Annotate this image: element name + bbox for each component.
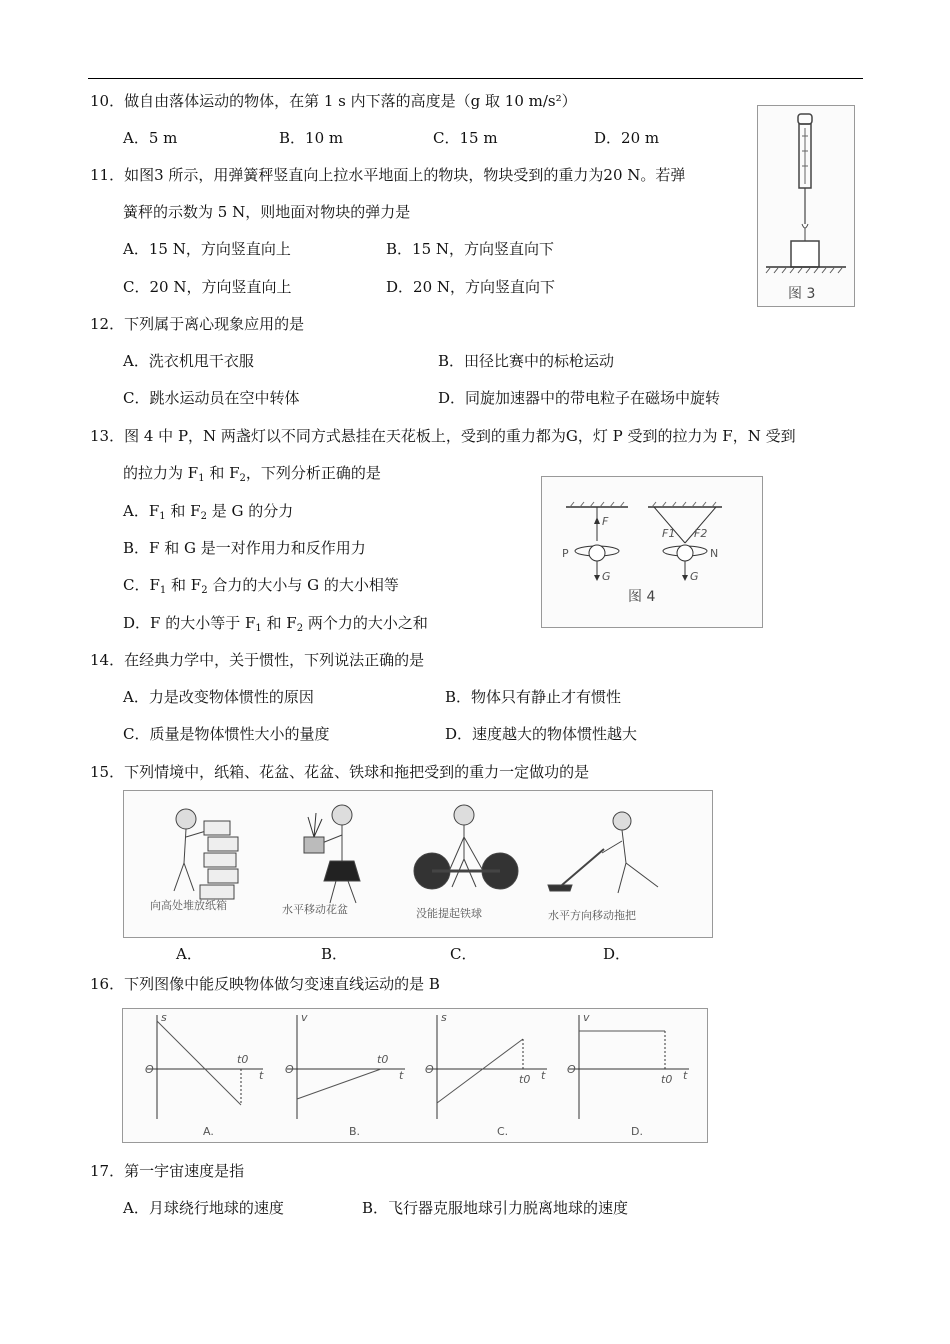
figure-4-label-g2: G (690, 570, 699, 583)
q14-option-c[interactable]: C．质量是物体惯性大小的量度 (123, 725, 330, 743)
q13-stem-line1: 13．图 4 中 P，N 两盏灯以不同方式悬挂在天花板上，受到的重力都为G，灯 P 受到的拉力为 F，N 受到 (90, 427, 796, 445)
graph-c-ylabel: s (441, 1011, 447, 1024)
q14-stem: 14．在经典力学中，关于惯性，下列说法正确的是 (90, 651, 425, 669)
scene-b-person-flowerpot (304, 805, 360, 903)
q15-option-b[interactable]: B． (321, 945, 348, 963)
graph-a (147, 1015, 263, 1119)
q17-option-a[interactable]: A．月球绕行地球的速度 (123, 1199, 284, 1217)
scene-d-person-mop (548, 812, 658, 893)
figure-4-label-g1: G (602, 570, 611, 583)
q15-option-d[interactable]: D． (603, 945, 631, 963)
q12-stem: 12．下列属于离心现象应用的是 (90, 315, 305, 333)
graph-b-t: t (399, 1069, 404, 1082)
q11-option-c[interactable]: C．20 N，方向竖直向上 (123, 278, 292, 296)
q11-stem-line2: 簧秤的示数为 5 N，则地面对物块的弹力是 (123, 203, 411, 221)
scene-c-person-iron-balls (414, 805, 518, 889)
q17-option-b[interactable]: B．飞行器克服地球引力脱离地球的速度 (362, 1199, 629, 1217)
figure-4-label-f1: F1 (662, 527, 676, 540)
q10-option-b[interactable]: B．10 m (279, 129, 344, 147)
q12-option-d[interactable]: D．同旋加速器中的带电粒子在磁场中旋转 (438, 389, 721, 407)
q14-option-b[interactable]: B．物体只有静止才有惯性 (445, 688, 622, 706)
q12-option-a[interactable]: A．洗衣机甩干衣服 (123, 352, 254, 370)
q13-stem-line2: 的拉力为 $F_1$ 和 $F_2$，下列分析正确的是 (123, 464, 381, 484)
q14-option-a[interactable]: A．力是改变物体惯性的原因 (123, 688, 314, 706)
figure-4-label-n: N (710, 547, 719, 560)
graph-d-t0: t0 (661, 1073, 673, 1086)
figure-4-label-f: F (602, 515, 609, 528)
q15-caption-a: 向高处堆放纸箱 (150, 899, 227, 912)
graph-c (427, 1015, 547, 1119)
q11-stem-line1: 11．如图3 所示，用弹簧秤竖直向上拉水平地面上的物块，物块受到的重力为20 N。若弹 (90, 166, 686, 184)
figure-4-caption: 图 4 (628, 589, 656, 605)
figure-4 (541, 476, 763, 628)
q13-option-c[interactable]: C．$F_1$ 和 $F_2$ 合力的大小与 G 的大小相等 (123, 576, 399, 596)
q10-option-c[interactable]: C．15 m (433, 129, 498, 147)
q11-option-b[interactable]: B．15 N，方向竖直向下 (386, 240, 555, 258)
figure-4-label-f2: F2 (694, 527, 708, 540)
q10-option-d[interactable]: D．20 m (594, 129, 660, 147)
graph-d-t: t (683, 1069, 688, 1082)
q11-option-d[interactable]: D．20 N，方向竖直向下 (386, 278, 556, 296)
q11-option-a[interactable]: A．15 N，方向竖直向上 (123, 240, 291, 258)
graph-a-t: t (259, 1069, 264, 1082)
graph-b-label: B. (349, 1125, 361, 1138)
graph-b-t0: t0 (377, 1053, 389, 1066)
graph-d-label: D. (631, 1125, 643, 1138)
q15-caption-c: 没能提起铁球 (416, 907, 482, 920)
q12-option-b[interactable]: B．田径比赛中的标枪运动 (438, 352, 615, 370)
q10-option-a[interactable]: A．5 m (123, 129, 178, 147)
graph-c-origin: O (425, 1063, 434, 1076)
figure-4-label-p: P (562, 547, 569, 560)
scene-a-person-boxes (174, 809, 238, 899)
header-rule (88, 78, 863, 79)
graph-a-label: A. (203, 1125, 214, 1138)
figure-q15 (123, 790, 713, 938)
graph-b-ylabel: v (301, 1011, 308, 1024)
q15-caption-d: 水平方向移动拖把 (548, 909, 636, 922)
figure-3 (757, 105, 855, 307)
graph-a-origin: O (145, 1063, 154, 1076)
graph-a-ylabel: s (161, 1011, 167, 1024)
q13-option-d[interactable]: D．F 的大小等于 $F_1$ 和 $F_2$ 两个力的大小之和 (123, 614, 428, 634)
graph-d-origin: O (567, 1063, 576, 1076)
q15-caption-b: 水平移动花盆 (282, 903, 348, 916)
graph-c-label: C. (497, 1125, 509, 1138)
q12-option-c[interactable]: C．跳水运动员在空中转体 (123, 389, 300, 407)
graph-d-ylabel: v (583, 1011, 590, 1024)
graph-b (287, 1015, 405, 1119)
graph-b-origin: O (285, 1063, 294, 1076)
q13-option-a[interactable]: A．$F_1$ 和 $F_2$ 是 G 的分力 (123, 502, 294, 522)
graph-d (569, 1015, 689, 1119)
q17-stem: 17．第一宇宙速度是指 (90, 1162, 245, 1180)
graph-a-t0: t0 (237, 1053, 249, 1066)
q15-option-a[interactable]: A． (176, 945, 202, 963)
q16-stem: 16．下列图像中能反映物体做匀变速直线运动的是 B (90, 975, 440, 993)
figure-3-caption: 图 3 (788, 286, 816, 302)
graph-c-t: t (541, 1069, 546, 1082)
q15-stem: 15．下列情境中，纸箱、花盆、花盆、铁球和拖把受到的重力一定做功的是 (90, 763, 590, 781)
graph-c-t0: t0 (519, 1073, 531, 1086)
q10-stem: 10．做自由落体运动的物体，在第 1 s 内下落的高度是（g 取 10 m/s²） (90, 92, 577, 110)
q14-option-d[interactable]: D．速度越大的物体惯性越大 (445, 725, 638, 743)
figure-q16-graphs (122, 1008, 708, 1143)
q13-option-b[interactable]: B．F 和 G 是一对作用力和反作用力 (123, 539, 366, 557)
q15-option-c[interactable]: C． (450, 945, 477, 963)
